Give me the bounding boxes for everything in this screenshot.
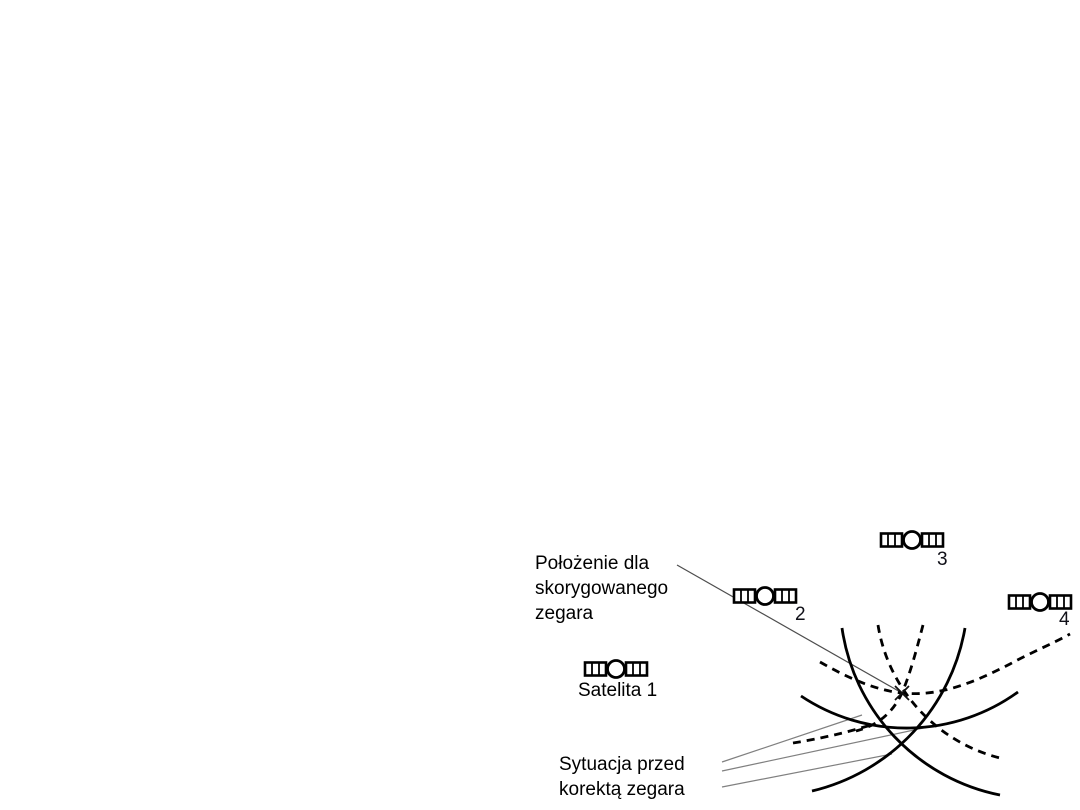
corrected-position-line1: Położenie dla — [535, 553, 650, 574]
corrected-position-line2: skorygowanego — [535, 578, 669, 599]
satellite-icon-2 — [734, 588, 796, 605]
satellite-icon-3 — [881, 532, 943, 549]
satellite-1-caption: Satelita 1 — [578, 680, 658, 701]
solid-arc-satellite2 — [812, 628, 965, 791]
leader-lines-before-correction — [722, 715, 928, 787]
solid-range-arcs — [801, 628, 1018, 795]
leader-line-top — [722, 715, 862, 762]
dashed-arc-satellite2 — [856, 625, 923, 731]
satellite-icon-4 — [1009, 594, 1071, 611]
before-correction-label — [559, 752, 685, 802]
satellite-3-number: 3 — [937, 549, 948, 570]
satellite-icon-1 — [585, 661, 647, 678]
leader-line-corrected-position — [677, 565, 902, 693]
before-correction-line2: korektą zegara — [559, 779, 685, 800]
before-correction-line1: Sytuacja przed — [559, 754, 685, 775]
solid-arc-satellite3 — [801, 692, 1018, 728]
satellite-4-number: 4 — [1059, 609, 1070, 630]
satellite-2-number: 2 — [795, 604, 806, 625]
corrected-position-label — [535, 551, 668, 626]
corrected-position-line3: zegara — [535, 603, 594, 624]
dashed-range-arcs — [793, 625, 1070, 758]
